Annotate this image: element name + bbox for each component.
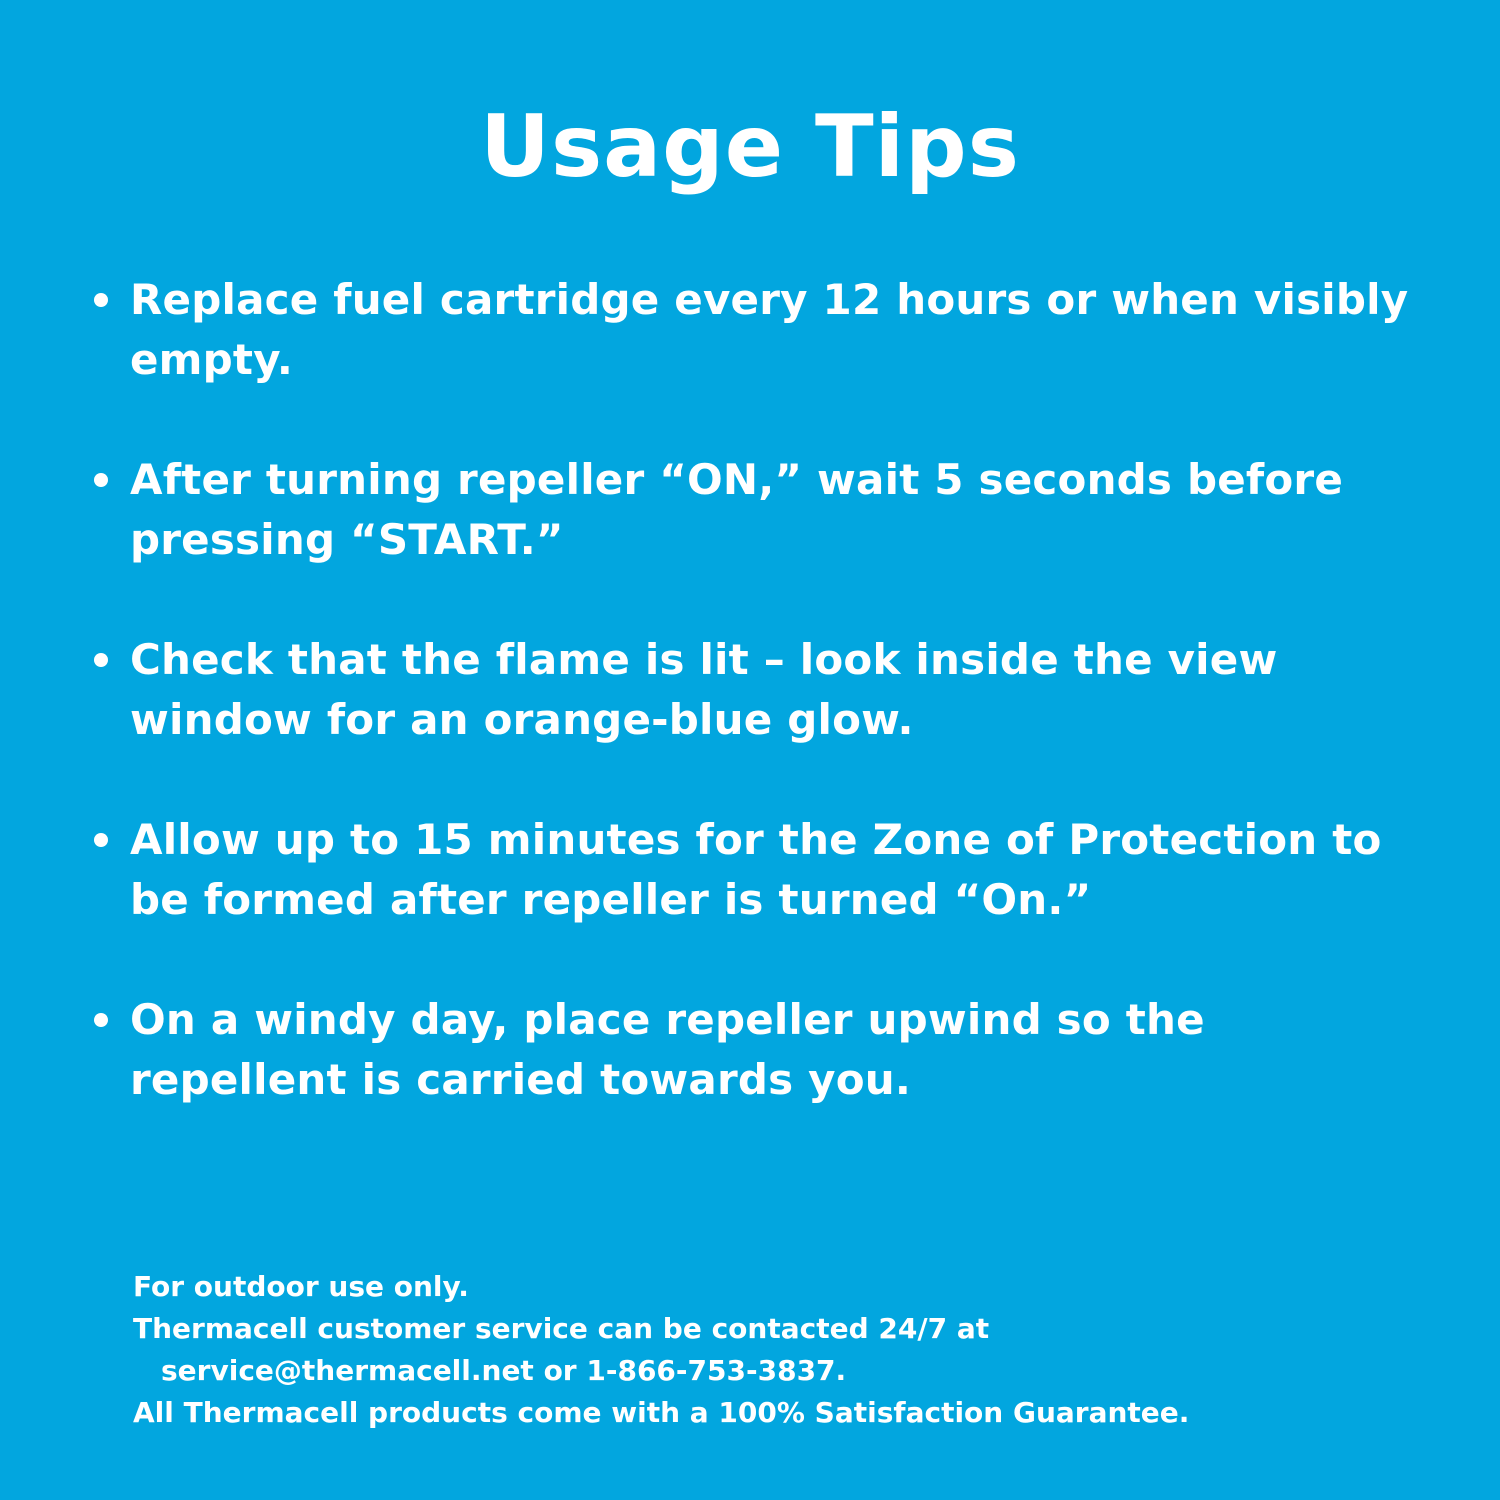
guarantee-notice: All Thermacell products come with a 100% Satisfaction Guarantee. [133,1396,1190,1429]
tip-text: Check that the flame is lit – look inside the view window for an orange-blue glow. [130,635,1278,744]
tip-text: On a windy day, place repeller upwind so the repellent is carried towards you. [130,995,1205,1104]
tip-item [92,990,1432,1110]
page-title: Usage Tips [480,97,1020,197]
tip-text: Allow up to 15 minutes for the Zone of Protection to be formed after repeller is turned “On.” [130,815,1382,924]
tip-text: After turning repeller “ON,” wait 5 seconds before pressing “START.” [130,455,1344,564]
bullet-icon [94,473,108,487]
tip-item [92,270,1432,390]
tip-item [92,450,1432,570]
bullet-icon [94,833,108,847]
bullet-icon [94,653,108,667]
bullet-icon [94,293,108,307]
service-line-1: Thermacell customer service can be contacted 24/7 at [133,1312,990,1345]
bullet-icon [94,1013,108,1027]
tips-list [92,270,1432,1170]
tip-item [92,810,1432,930]
service-contact: service@thermacell.net or 1-866-753-3837. [161,1354,847,1387]
outdoor-notice: For outdoor use only. [133,1270,469,1303]
footer-notes [133,1266,1433,1434]
tip-item [92,630,1432,750]
tip-text: Replace fuel cartridge every 12 hours or when visibly empty. [130,275,1409,384]
